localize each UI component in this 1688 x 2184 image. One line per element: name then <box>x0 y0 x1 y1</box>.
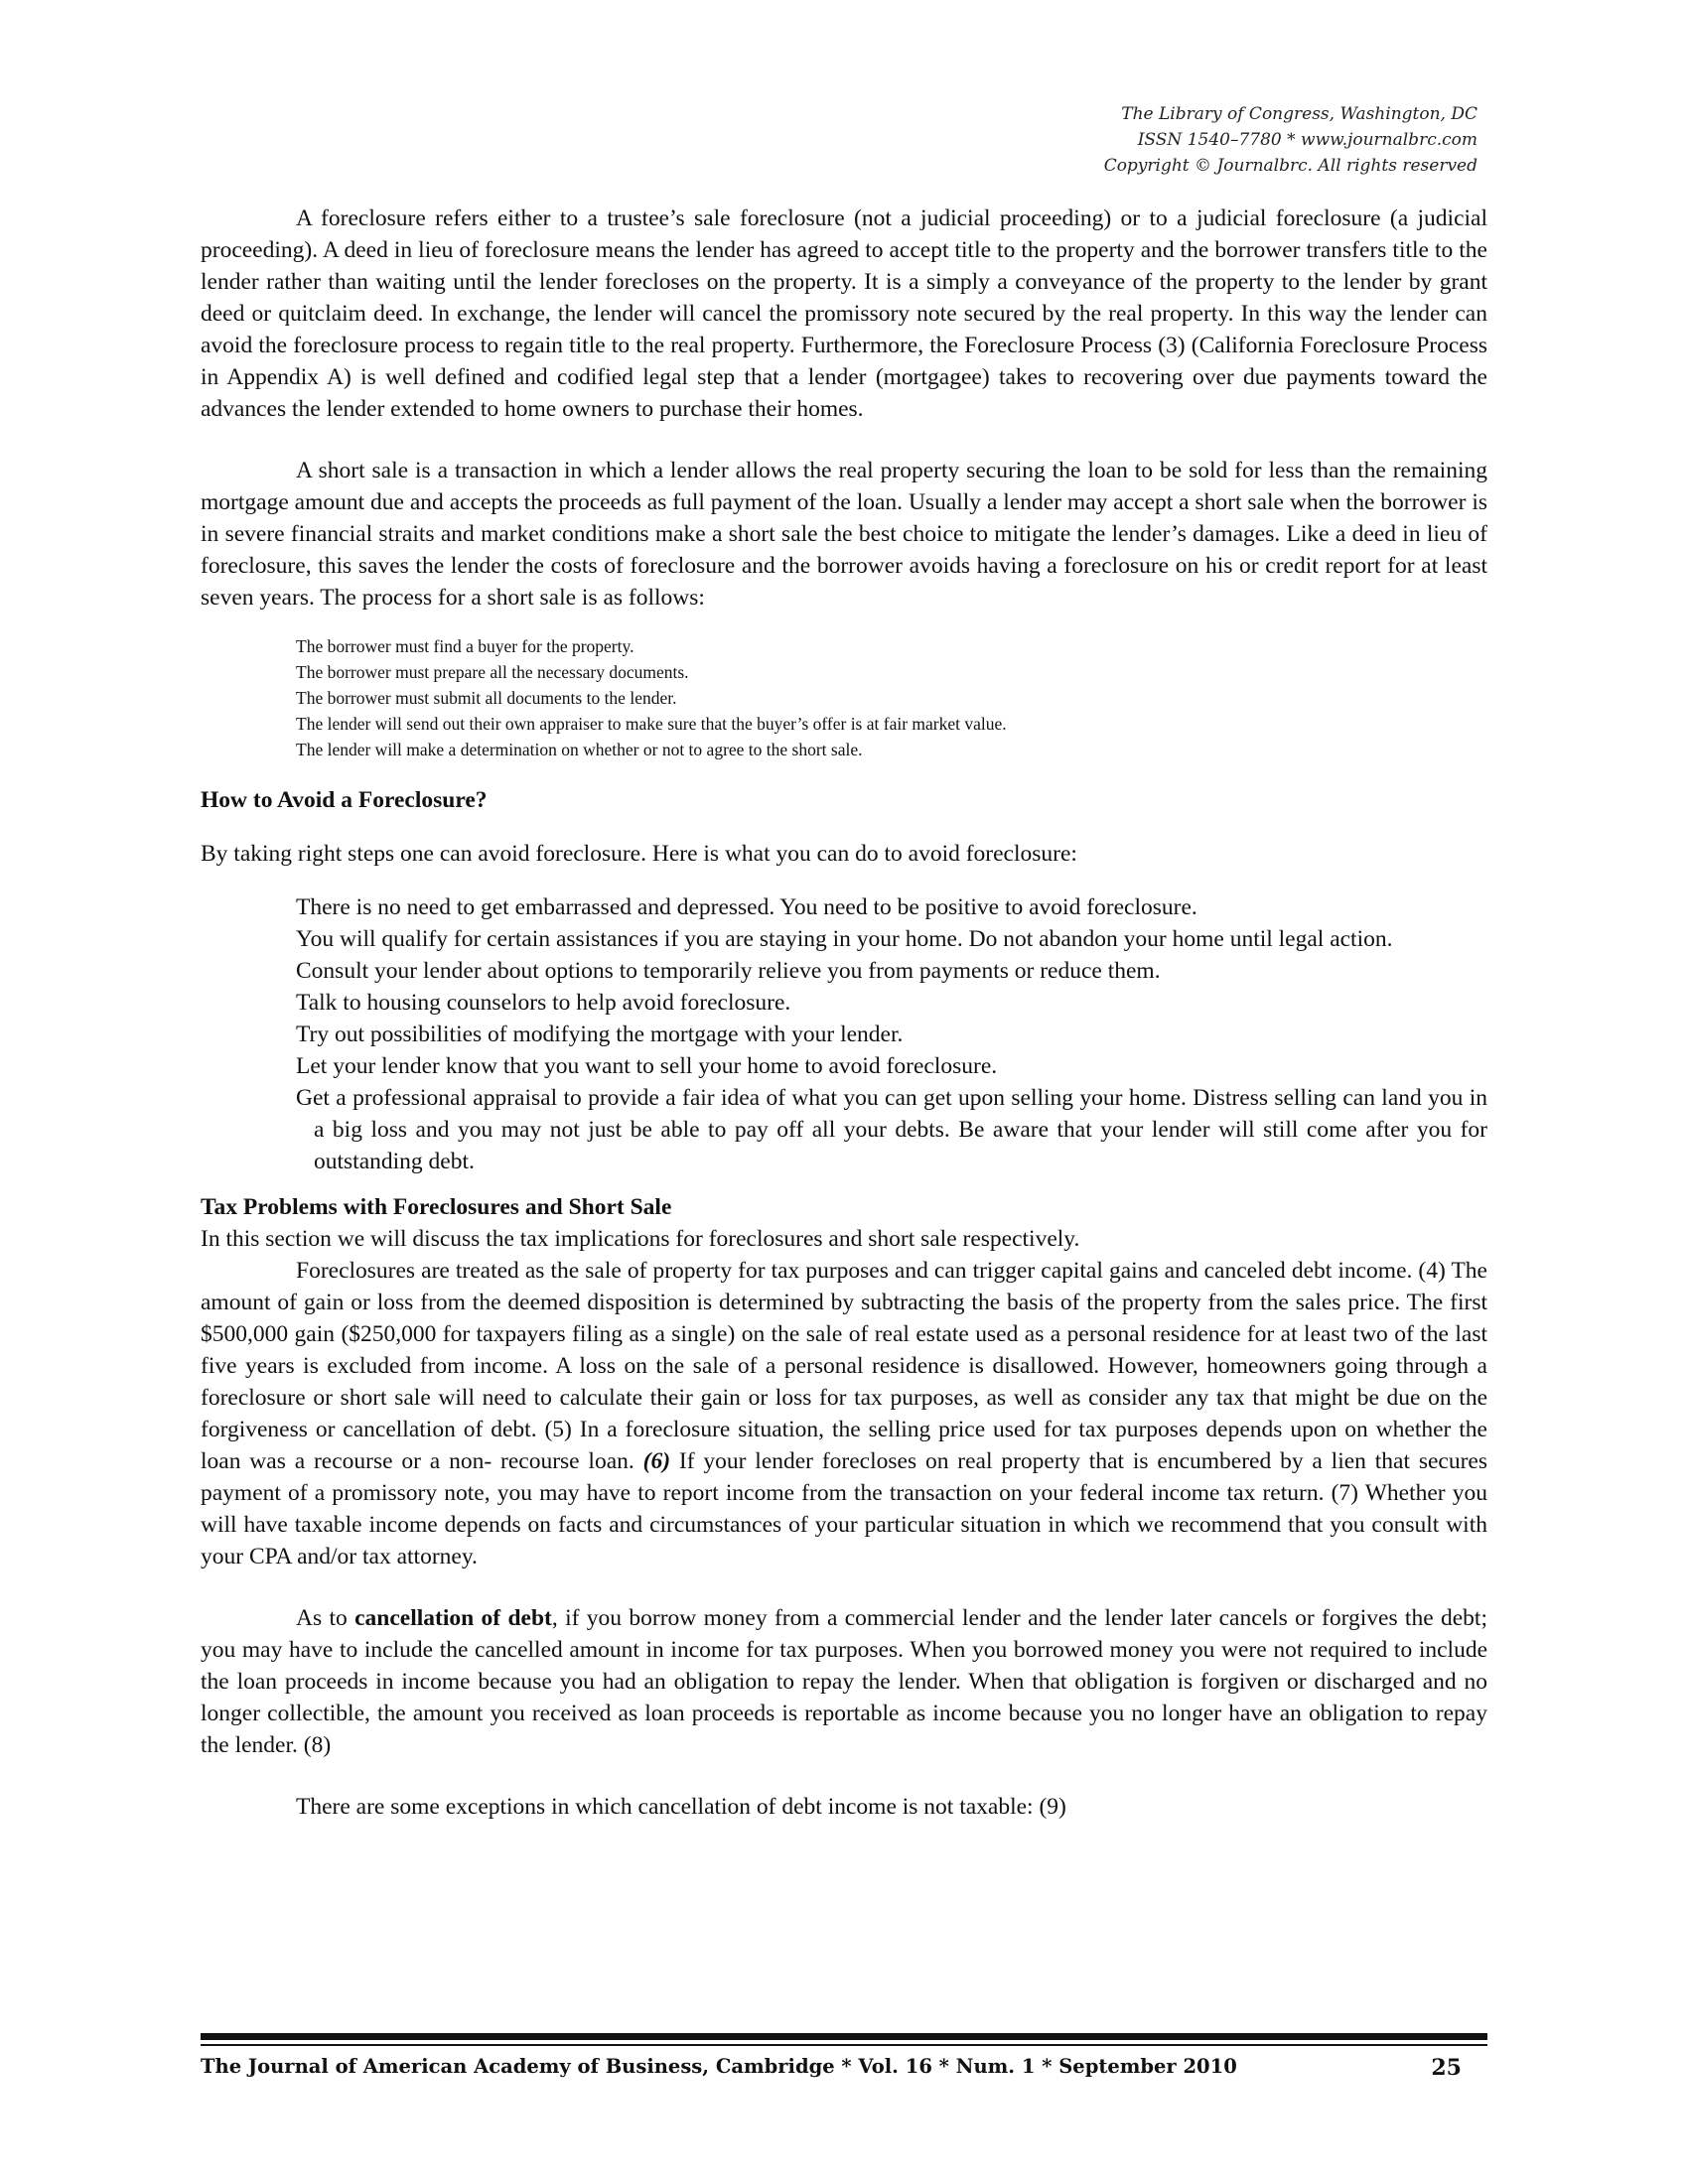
reference-marker: (6) <box>642 1448 671 1474</box>
footer-journal-citation: The Journal of American Academy of Business, Cambridge * Vol. 16 * Num. 1 * September 2010 <box>201 2055 1237 2078</box>
paragraph-cancellation-of-debt <box>201 1602 1487 1761</box>
list-item: You will qualify for certain assistances if you are staying in your home. Do not abandon your home until legal action. <box>296 926 1393 952</box>
list-item: There is no need to get embarrassed and depressed. You need to be positive to avoid foreclosure. <box>296 894 1197 920</box>
list-item: The borrower must prepare all the necessary documents. <box>296 662 689 682</box>
paragraph-text: , if you borrow money from a commercial lender and the lender later cancels or forgives the debt; you may have to include the cancelled amount in income for tax purposes. When you borrowed money you were not required to include the loan proceeds in income because you had an obligation to repay the lender. When that obligation is forgiven or discharged and no longer collectible, the amount you received as loan proceeds is reportable as income because you no longer have an obligation to repay the lender. (8) <box>201 1605 1487 1758</box>
header-library: The Library of Congress, Washington, DC <box>1121 104 1477 124</box>
header-copyright: Copyright © Journalbrc. All rights reserved <box>1103 156 1477 176</box>
paragraph-tax-intro: In this section we will discuss the tax implications for foreclosures and short sale respectively. <box>201 1226 1080 1252</box>
avoid-foreclosure-list <box>296 891 1487 1177</box>
list-item: Talk to housing counselors to help avoid foreclosure. <box>296 990 791 1016</box>
footer-rule-thin <box>201 2044 1487 2046</box>
list-item: The lender will make a determination on whether or not to agree to the short sale. <box>296 740 863 759</box>
bold-term: cancellation of debt <box>354 1605 552 1631</box>
list-item: Let your lender know that you want to sell your home to avoid foreclosure. <box>296 1053 998 1079</box>
paragraph-avoid-intro: By taking right steps one can avoid foreclosure. Here is what you can do to avoid foreclosure: <box>201 841 1077 867</box>
running-header <box>1104 101 1477 179</box>
running-footer <box>201 2055 1487 2081</box>
list-item: The borrower must submit all documents to the lender. <box>296 688 677 708</box>
list-item: The borrower must find a buyer for the property. <box>296 636 634 656</box>
list-item: Consult your lender about options to temporarily relieve you from payments or reduce them. <box>296 958 1161 984</box>
paragraph-text: As to <box>296 1605 355 1631</box>
footer-rule-thick <box>201 2033 1487 2040</box>
paragraph-short-sale: A short sale is a transaction in which a lender allows the real property securing the loan to be sold for less than the remaining mortgage amount due and accepts the proceeds as full payment of the loan. Usually a lender may accept a short sale when the borrower is in severe financial straits and market conditions make a short sale the best choice to mitigate the lender’s damages. Like a deed in lieu of foreclosure, this saves the lender the costs of foreclosure and the borrower avoids having a foreclosure on his or credit report for at least seven years. The process for a short sale is as follows: <box>201 458 1487 611</box>
header-issn: ISSN 1540–7780 * www.journalbrc.com <box>1137 130 1477 150</box>
short-sale-steps-list <box>296 633 1487 762</box>
paragraph-exceptions: There are some exceptions in which cancellation of debt income is not taxable: (9) <box>296 1794 1066 1820</box>
list-item: The lender will send out their own appraiser to make sure that the buyer’s offer is at fair market value. <box>296 714 1007 734</box>
page-number: 25 <box>1431 2055 1462 2081</box>
paragraph-tax-foreclosures <box>201 1255 1487 1572</box>
paragraph-text: If your lender forecloses on real property that is encumbered by a lien that secures payment of a promissory note, you may have to report income from the transaction on your federal income tax return. (7) Whether you will have taxable income depends on facts and circumstances of your particular situation in which we recommend that you consult with your CPA and/or tax attorney. <box>201 1448 1488 1570</box>
paragraph-text: Foreclosures are treated as the sale of property for tax purposes and can trigger capital gains and canceled debt income. (4) The amount of gain or loss from the deemed disposition is determined by subtracting the basis of the property from the sales price. The first $500,000 gain ($250,000 for taxpayers filing as a single) on the sale of real estate used as a personal residence for at least two of the last five years is excluded from income. A loss on the sale of a personal residence is disallowed. However, homeowners going through a foreclosure or short sale will need to calculate their gain or loss for tax purposes, as well as consider any tax that might be due on the forgiveness or cancellation of debt. (5) In a foreclosure situation, the selling price used for tax purposes depends upon on whether the loan was a recourse or a non- recourse loan. <box>201 1258 1487 1474</box>
section-heading-tax-problems: Tax Problems with Foreclosures and Short Sale <box>201 1194 672 1220</box>
list-item: Get a professional appraisal to provide a fair idea of what you can get upon selling your home. Distress selling can land you in a big loss and you may not just be able to pay off all your debts. Be aware that your lender will still come after you for outstanding debt. <box>296 1085 1487 1174</box>
list-item: Try out possibilities of modifying the mortgage with your lender. <box>296 1022 904 1047</box>
paragraph-foreclosure-definition: A foreclosure refers either to a trustee’s sale foreclosure (not a judicial proceeding) or to a judicial foreclosure (a judicial proceeding). A deed in lieu of foreclosure means the lender has agreed to accept title to the property and the borrower transfers title to the lender rather than waiting until the lender forecloses on the property. It is a simply a conveyance of the property to the lender by grant deed or quitclaim deed. In exchange, the lender will cancel the promissory note secured by the real property. In this way the lender can avoid the foreclosure process to regain title to the real property. Furthermore, the Foreclosure Process (3) (California Foreclosure Process in Appendix A) is well defined and codified legal step that a lender (mortgagee) takes to recovering over due payments toward the advances the lender extended to home owners to purchase their homes. <box>201 205 1487 422</box>
section-heading-avoid-foreclosure: How to Avoid a Foreclosure? <box>201 787 488 813</box>
article-body <box>201 203 1487 1823</box>
